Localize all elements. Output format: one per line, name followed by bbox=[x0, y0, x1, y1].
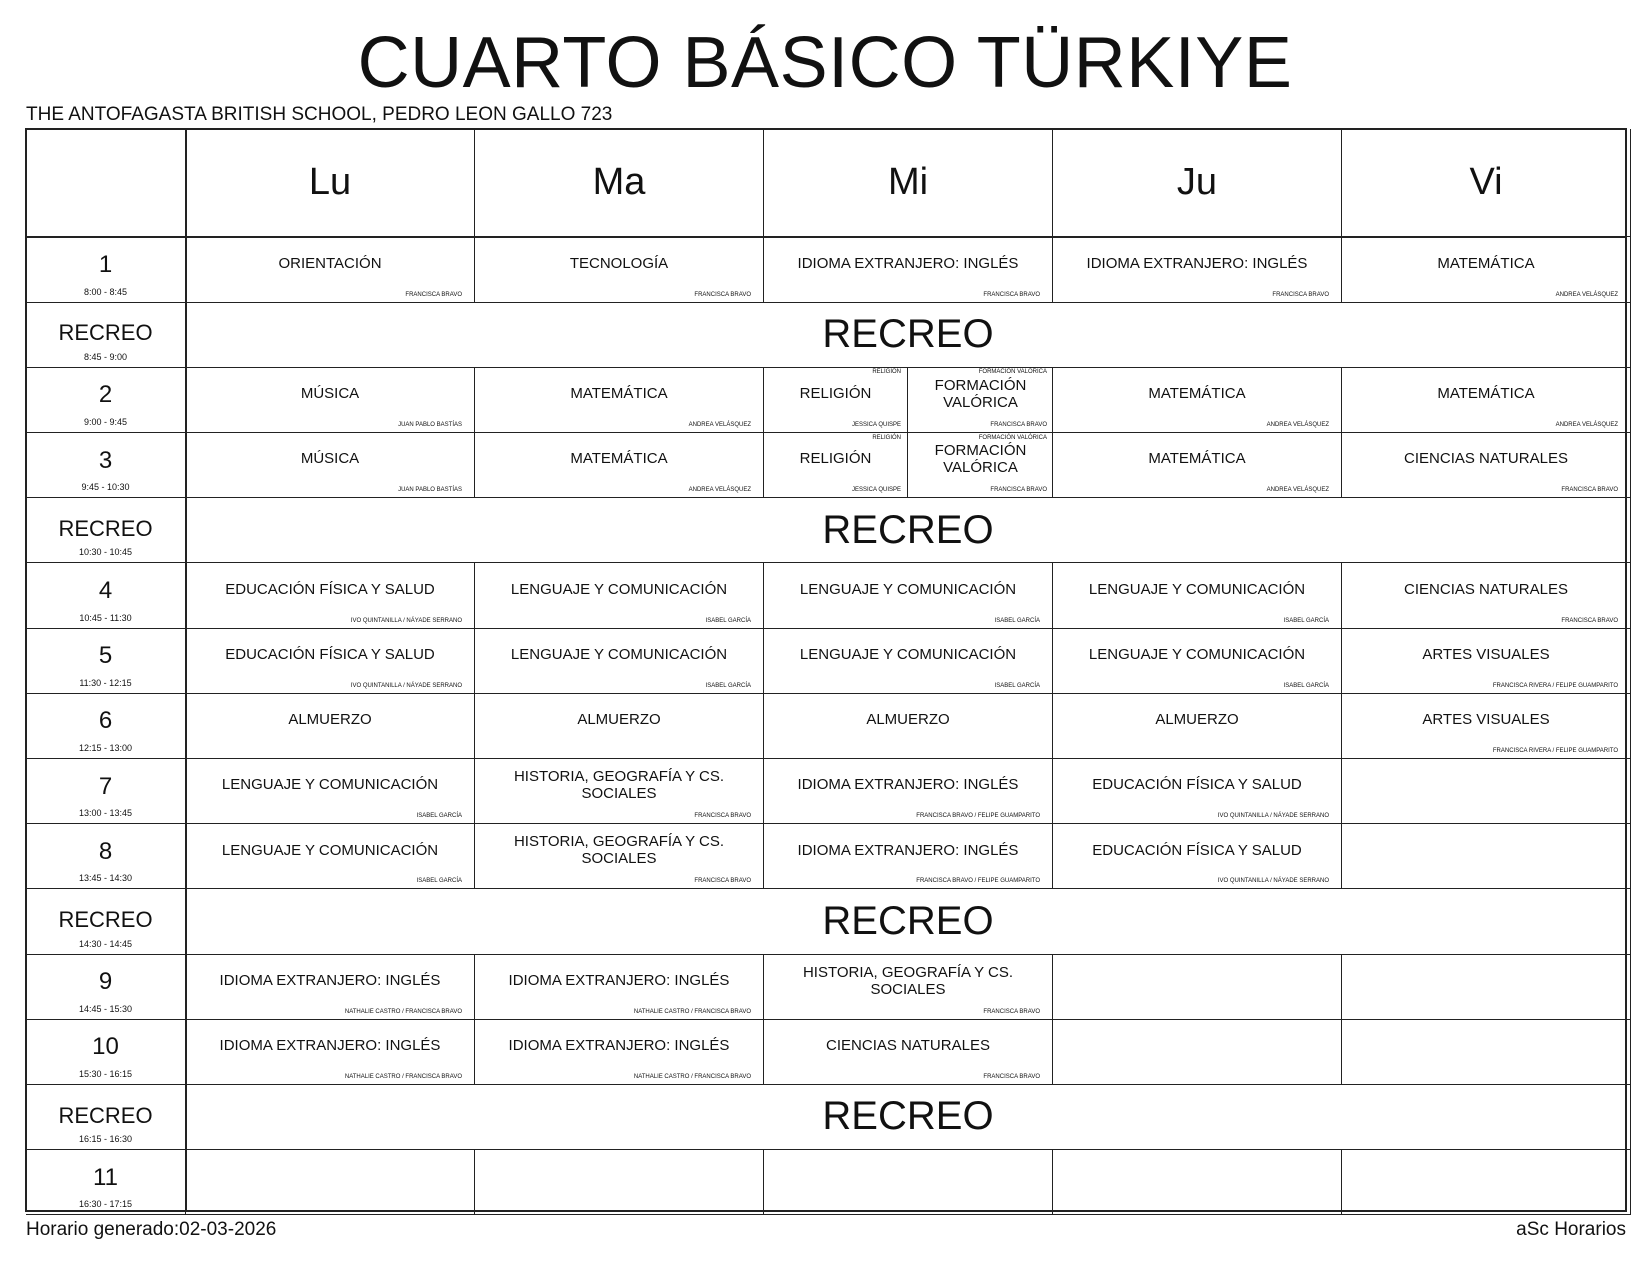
period-time: 16:15 - 16:30 bbox=[78, 1134, 133, 1145]
lesson-cell[interactable] bbox=[1342, 759, 1631, 825]
subject-name: CIENCIAS NATURALES bbox=[826, 1037, 990, 1055]
subject-name: ALMUERZO bbox=[288, 711, 372, 729]
lesson-cell[interactable] bbox=[764, 1150, 1053, 1216]
teacher-name: ANDREA VELÁSQUEZ bbox=[1266, 487, 1329, 494]
period-row-header bbox=[26, 1150, 186, 1216]
teacher-name: FRANCISCA BRAVO bbox=[1561, 617, 1618, 624]
lesson-cell[interactable] bbox=[1342, 693, 1631, 759]
teacher-name: ANDREA VELÁSQUEZ bbox=[688, 487, 751, 494]
lesson-cell[interactable] bbox=[764, 824, 1053, 890]
teacher-name: IVO QUINTANILLA / NÁYADE SERRANO bbox=[1217, 878, 1329, 885]
teacher-name: FRANCISCA BRAVO / FELIPE GUAMPARITO bbox=[916, 813, 1040, 820]
teacher-name: NATHALIE CASTRO / FRANCISCA BRAVO bbox=[633, 1074, 751, 1081]
subject-name: EDUCACIÓN FÍSICA Y SALUD bbox=[225, 580, 435, 598]
lesson-cell[interactable] bbox=[764, 563, 1053, 629]
lesson-cell[interactable] bbox=[475, 824, 764, 890]
lesson-cell[interactable] bbox=[1053, 1019, 1342, 1085]
subject-name: FORMACIÓN VALÓRICA bbox=[934, 376, 1027, 411]
lesson-cell[interactable] bbox=[186, 237, 475, 303]
day-header-lu: Lu bbox=[186, 129, 475, 237]
day-header-ju: Ju bbox=[1053, 129, 1342, 237]
generated-date: Horario generado:02-03-2026 bbox=[26, 1219, 277, 1240]
period-time: 15:30 - 16:15 bbox=[78, 1069, 133, 1080]
period-time: 13:45 - 14:30 bbox=[78, 873, 133, 884]
period-time: 13:00 - 13:45 bbox=[78, 808, 133, 819]
period-time: 10:30 - 10:45 bbox=[78, 547, 133, 558]
lesson-cell[interactable] bbox=[1053, 693, 1342, 759]
subject-name: LENGUAJE Y COMUNICACIÓN bbox=[510, 580, 728, 598]
subject-name: MATEMÁTICA bbox=[1437, 254, 1535, 272]
teacher-name: ANDREA VELÁSQUEZ bbox=[1266, 422, 1329, 429]
lesson-cell[interactable] bbox=[1342, 824, 1631, 890]
subject-name: LENGUAJE Y COMUNICACIÓN bbox=[799, 646, 1017, 664]
subject-name: LENGUAJE Y COMUNICACIÓN bbox=[221, 776, 439, 794]
subject-name: LENGUAJE Y COMUNICACIÓN bbox=[510, 646, 728, 664]
period-row-header bbox=[26, 693, 186, 759]
subject-name: MATEMÁTICA bbox=[570, 450, 668, 468]
subject-name: MATEMÁTICA bbox=[1437, 385, 1535, 403]
group-label: RELIGIÓN bbox=[872, 434, 901, 441]
subject-name: IDIOMA EXTRANJERO: INGLÉS bbox=[219, 1037, 441, 1055]
period-time: 14:45 - 15:30 bbox=[78, 1003, 133, 1014]
period-row-header bbox=[26, 759, 186, 825]
page-title: CUARTO BÁSICO TÜRKIYE bbox=[357, 23, 1293, 103]
period-number: 8 bbox=[98, 837, 113, 865]
period-number: 4 bbox=[98, 577, 113, 604]
lesson-cell[interactable] bbox=[1053, 628, 1342, 694]
teacher-name: FRANCISCA RIVERA / FELIPE GUAMPARITO bbox=[1492, 748, 1618, 755]
lesson-cell[interactable] bbox=[764, 433, 1053, 499]
subject-name: MATEMÁTICA bbox=[1148, 385, 1246, 403]
lesson-cell[interactable] bbox=[186, 433, 475, 499]
subject-name: RELIGIÓN bbox=[799, 450, 872, 468]
lesson-cell[interactable] bbox=[1053, 824, 1342, 890]
lesson-cell[interactable] bbox=[475, 563, 764, 629]
brand-label: aSc Horarios bbox=[1516, 1219, 1626, 1240]
period-number: 9 bbox=[98, 968, 113, 996]
teacher-name: ANDREA VELÁSQUEZ bbox=[1555, 422, 1618, 429]
subject-name: IDIOMA EXTRANJERO: INGLÉS bbox=[508, 972, 730, 990]
corner-cell bbox=[26, 129, 186, 237]
break-banner: RECREO bbox=[186, 1085, 1631, 1151]
subject-name: RELIGIÓN bbox=[799, 385, 872, 403]
subject-name: MATEMÁTICA bbox=[570, 385, 668, 403]
lesson-cell[interactable] bbox=[186, 954, 475, 1020]
lesson-cell[interactable] bbox=[475, 759, 764, 825]
teacher-name: ISABEL GARCÍA bbox=[705, 617, 751, 624]
break-label: RECREO bbox=[58, 907, 153, 932]
break-row-header bbox=[26, 302, 186, 368]
subject-name: HISTORIA, GEOGRAFÍA Y CS. SOCIALES bbox=[513, 767, 725, 802]
break-banner: RECREO bbox=[186, 889, 1631, 955]
teacher-name: JESSICA QUISPE bbox=[851, 487, 901, 494]
subject-name: HISTORIA, GEOGRAFÍA Y CS. SOCIALES bbox=[802, 963, 1014, 998]
subject-name: IDIOMA EXTRANJERO: INGLÉS bbox=[508, 1037, 730, 1055]
lesson-cell[interactable] bbox=[764, 237, 1053, 303]
lesson-cell[interactable] bbox=[475, 433, 764, 499]
period-number: 10 bbox=[92, 1033, 119, 1061]
subject-name: ARTES VISUALES bbox=[1422, 711, 1550, 729]
lesson-cell[interactable] bbox=[475, 954, 764, 1020]
teacher-name: JESSICA QUISPE bbox=[851, 422, 901, 429]
header-column-divider bbox=[185, 129, 187, 1212]
day-header-vi: Vi bbox=[1342, 129, 1631, 237]
teacher-name: JUAN PABLO BASTÍAS bbox=[398, 422, 462, 429]
lesson-cell[interactable] bbox=[764, 1019, 1053, 1085]
teacher-name: IVO QUINTANILLA / NÁYADE SERRANO bbox=[350, 682, 462, 689]
subject-name: ALMUERZO bbox=[866, 711, 950, 729]
period-number: 11 bbox=[93, 1163, 118, 1191]
teacher-name: ANDREA VELÁSQUEZ bbox=[1555, 291, 1618, 298]
lesson-cell[interactable] bbox=[764, 367, 1053, 433]
subject-name: IDIOMA EXTRANJERO: INGLÉS bbox=[1086, 254, 1308, 272]
teacher-name: FRANCISCA BRAVO bbox=[694, 291, 751, 298]
teacher-name: ISABEL GARCÍA bbox=[994, 617, 1040, 624]
period-time: 11:30 - 12:15 bbox=[79, 677, 132, 688]
period-time: 9:00 - 9:45 bbox=[83, 417, 128, 428]
teacher-name: JUAN PABLO BASTÍAS bbox=[398, 487, 462, 494]
lesson-cell[interactable] bbox=[1342, 628, 1631, 694]
break-label: RECREO bbox=[58, 1102, 153, 1128]
lesson-cell[interactable] bbox=[1053, 563, 1342, 629]
day-header-ma: Ma bbox=[475, 129, 764, 237]
teacher-name: FRANCISCA BRAVO bbox=[694, 813, 751, 820]
teacher-name: NATHALIE CASTRO / FRANCISCA BRAVO bbox=[344, 1074, 462, 1081]
subject-name: MATEMÁTICA bbox=[1148, 450, 1246, 468]
lesson-cell[interactable] bbox=[1342, 237, 1631, 303]
period-time: 16:30 - 17:15 bbox=[78, 1199, 133, 1210]
subject-name: IDIOMA EXTRANJERO: INGLÉS bbox=[797, 254, 1019, 272]
teacher-name: FRANCISCA BRAVO bbox=[990, 422, 1047, 429]
teacher-name: FRANCISCA BRAVO bbox=[694, 878, 751, 885]
subject-name: LENGUAJE Y COMUNICACIÓN bbox=[1088, 580, 1306, 598]
period-row-header bbox=[26, 563, 186, 629]
subject-name: LENGUAJE Y COMUNICACIÓN bbox=[1088, 646, 1306, 664]
break-row-header bbox=[26, 1085, 186, 1151]
teacher-name: FRANCISCA BRAVO bbox=[1272, 291, 1329, 298]
teacher-name: FRANCISCA BRAVO bbox=[405, 291, 462, 298]
period-number: 6 bbox=[98, 707, 113, 735]
subject-name: MÚSICA bbox=[300, 450, 360, 468]
lesson-cell[interactable] bbox=[1342, 1019, 1631, 1085]
teacher-name: FRANCISCA BRAVO bbox=[1561, 487, 1618, 494]
teacher-name: ISABEL GARCÍA bbox=[1283, 682, 1329, 689]
break-row-header bbox=[26, 889, 186, 955]
lesson-cell[interactable] bbox=[1053, 237, 1342, 303]
subject-name: LENGUAJE Y COMUNICACIÓN bbox=[221, 841, 439, 859]
group-label: FORMACIÓN VALÓRICA bbox=[978, 434, 1047, 441]
period-time: 14:30 - 14:45 bbox=[78, 938, 133, 949]
lesson-cell[interactable] bbox=[475, 1150, 764, 1216]
lesson-cell[interactable] bbox=[186, 1019, 475, 1085]
period-row-header bbox=[26, 1019, 186, 1085]
period-row-header bbox=[26, 824, 186, 890]
subject-name: IDIOMA EXTRANJERO: INGLÉS bbox=[797, 841, 1019, 859]
lesson-subcell[interactable] bbox=[764, 433, 908, 498]
lesson-cell[interactable] bbox=[1053, 954, 1342, 1020]
lesson-cell[interactable] bbox=[475, 693, 764, 759]
teacher-name: ISABEL GARCÍA bbox=[994, 682, 1040, 689]
subject-name: HISTORIA, GEOGRAFÍA Y CS. SOCIALES bbox=[513, 833, 725, 868]
teacher-name: NATHALIE CASTRO / FRANCISCA BRAVO bbox=[344, 1008, 462, 1015]
period-number: 2 bbox=[98, 381, 113, 409]
lesson-cell[interactable] bbox=[186, 824, 475, 890]
subject-name: ALMUERZO bbox=[1155, 711, 1239, 729]
break-banner: RECREO bbox=[186, 302, 1631, 368]
subject-name: ORIENTACIÓN bbox=[278, 254, 382, 272]
lesson-cell[interactable] bbox=[186, 759, 475, 825]
lesson-cell[interactable] bbox=[1053, 1150, 1342, 1216]
teacher-name: FRANCISCA BRAVO bbox=[983, 291, 1040, 298]
subject-name: EDUCACIÓN FÍSICA Y SALUD bbox=[225, 646, 435, 664]
subject-name: IDIOMA EXTRANJERO: INGLÉS bbox=[219, 972, 441, 990]
period-row-header bbox=[26, 433, 186, 499]
period-row-header bbox=[26, 954, 186, 1020]
teacher-name: IVO QUINTANILLA / NÁYADE SERRANO bbox=[1217, 813, 1329, 820]
teacher-name: ISABEL GARCÍA bbox=[416, 878, 462, 885]
subject-name: ALMUERZO bbox=[577, 711, 661, 729]
period-number: 1 bbox=[98, 251, 113, 278]
teacher-name: FRANCISCA RIVERA / FELIPE GUAMPARITO bbox=[1492, 682, 1618, 689]
lesson-subcell[interactable] bbox=[908, 367, 1053, 432]
subject-name: CIENCIAS NATURALES bbox=[1404, 580, 1568, 598]
teacher-name: FRANCISCA BRAVO bbox=[983, 1008, 1040, 1015]
lesson-cell[interactable] bbox=[186, 628, 475, 694]
school-address: THE ANTOFAGASTA BRITISH SCHOOL, PEDRO LEON GALLO 723 bbox=[26, 104, 613, 125]
break-banner: RECREO bbox=[186, 498, 1631, 564]
lesson-cell[interactable] bbox=[1342, 1150, 1631, 1216]
break-row-header bbox=[26, 498, 186, 564]
lesson-cell[interactable] bbox=[186, 367, 475, 433]
period-time: 12:15 - 13:00 bbox=[78, 743, 133, 754]
period-time: 8:00 - 8:45 bbox=[83, 286, 128, 297]
lesson-cell[interactable] bbox=[1053, 367, 1342, 433]
teacher-name: ANDREA VELÁSQUEZ bbox=[688, 422, 751, 429]
subject-name: EDUCACIÓN FÍSICA Y SALUD bbox=[1092, 841, 1302, 859]
period-time: 8:45 - 9:00 bbox=[83, 351, 128, 362]
day-header-mi: Mi bbox=[764, 129, 1053, 237]
subject-name: IDIOMA EXTRANJERO: INGLÉS bbox=[797, 776, 1019, 794]
break-label: RECREO bbox=[58, 320, 153, 346]
subject-name: EDUCACIÓN FÍSICA Y SALUD bbox=[1092, 776, 1302, 794]
teacher-name: ISABEL GARCÍA bbox=[1283, 617, 1329, 624]
teacher-name: ISABEL GARCÍA bbox=[705, 682, 751, 689]
period-number: 3 bbox=[98, 446, 113, 474]
subject-name: ARTES VISUALES bbox=[1422, 646, 1550, 664]
subject-name: FORMACIÓN VALÓRICA bbox=[934, 441, 1027, 476]
group-label: FORMACIÓN VALÓRICA bbox=[978, 369, 1047, 376]
lesson-cell[interactable] bbox=[186, 563, 475, 629]
lesson-cell[interactable] bbox=[1342, 367, 1631, 433]
period-time: 10:45 - 11:30 bbox=[79, 612, 132, 623]
period-number: 7 bbox=[98, 772, 113, 800]
lesson-cell[interactable] bbox=[1342, 563, 1631, 629]
lesson-cell[interactable] bbox=[475, 1019, 764, 1085]
lesson-cell[interactable] bbox=[764, 954, 1053, 1020]
lesson-cell[interactable] bbox=[475, 367, 764, 433]
lesson-cell[interactable] bbox=[1342, 954, 1631, 1020]
period-number: 5 bbox=[98, 642, 113, 670]
lesson-cell[interactable] bbox=[764, 628, 1053, 694]
teacher-name: FRANCISCA BRAVO bbox=[990, 487, 1047, 494]
lesson-cell[interactable] bbox=[1342, 433, 1631, 499]
lesson-cell[interactable] bbox=[1053, 759, 1342, 825]
group-label: RELIGIÓN bbox=[872, 369, 901, 376]
lesson-cell[interactable] bbox=[475, 628, 764, 694]
lesson-cell[interactable] bbox=[1053, 433, 1342, 499]
teacher-name: IVO QUINTANILLA / NÁYADE SERRANO bbox=[350, 617, 462, 624]
teacher-name: ISABEL GARCÍA bbox=[416, 813, 462, 820]
teacher-name: NATHALIE CASTRO / FRANCISCA BRAVO bbox=[633, 1008, 751, 1015]
lesson-cell[interactable] bbox=[764, 693, 1053, 759]
period-row-header bbox=[26, 628, 186, 694]
subject-name: TECNOLOGÍA bbox=[569, 254, 669, 272]
header-row-divider bbox=[26, 236, 1627, 238]
teacher-name: FRANCISCA BRAVO bbox=[983, 1074, 1040, 1081]
lesson-cell[interactable] bbox=[186, 1150, 475, 1216]
period-time: 9:45 - 10:30 bbox=[81, 482, 130, 493]
subject-name: MÚSICA bbox=[300, 385, 360, 403]
subject-name: CIENCIAS NATURALES bbox=[1404, 450, 1568, 468]
lesson-subcell[interactable] bbox=[764, 367, 908, 432]
period-row-header bbox=[26, 367, 186, 433]
period-row-header bbox=[26, 237, 186, 303]
lesson-cell[interactable] bbox=[475, 237, 764, 303]
teacher-name: FRANCISCA BRAVO / FELIPE GUAMPARITO bbox=[916, 878, 1040, 885]
break-label: RECREO bbox=[58, 515, 153, 541]
lesson-cell[interactable] bbox=[186, 693, 475, 759]
lesson-cell[interactable] bbox=[764, 759, 1053, 825]
subject-name: LENGUAJE Y COMUNICACIÓN bbox=[799, 580, 1017, 598]
lesson-subcell[interactable] bbox=[908, 433, 1053, 498]
